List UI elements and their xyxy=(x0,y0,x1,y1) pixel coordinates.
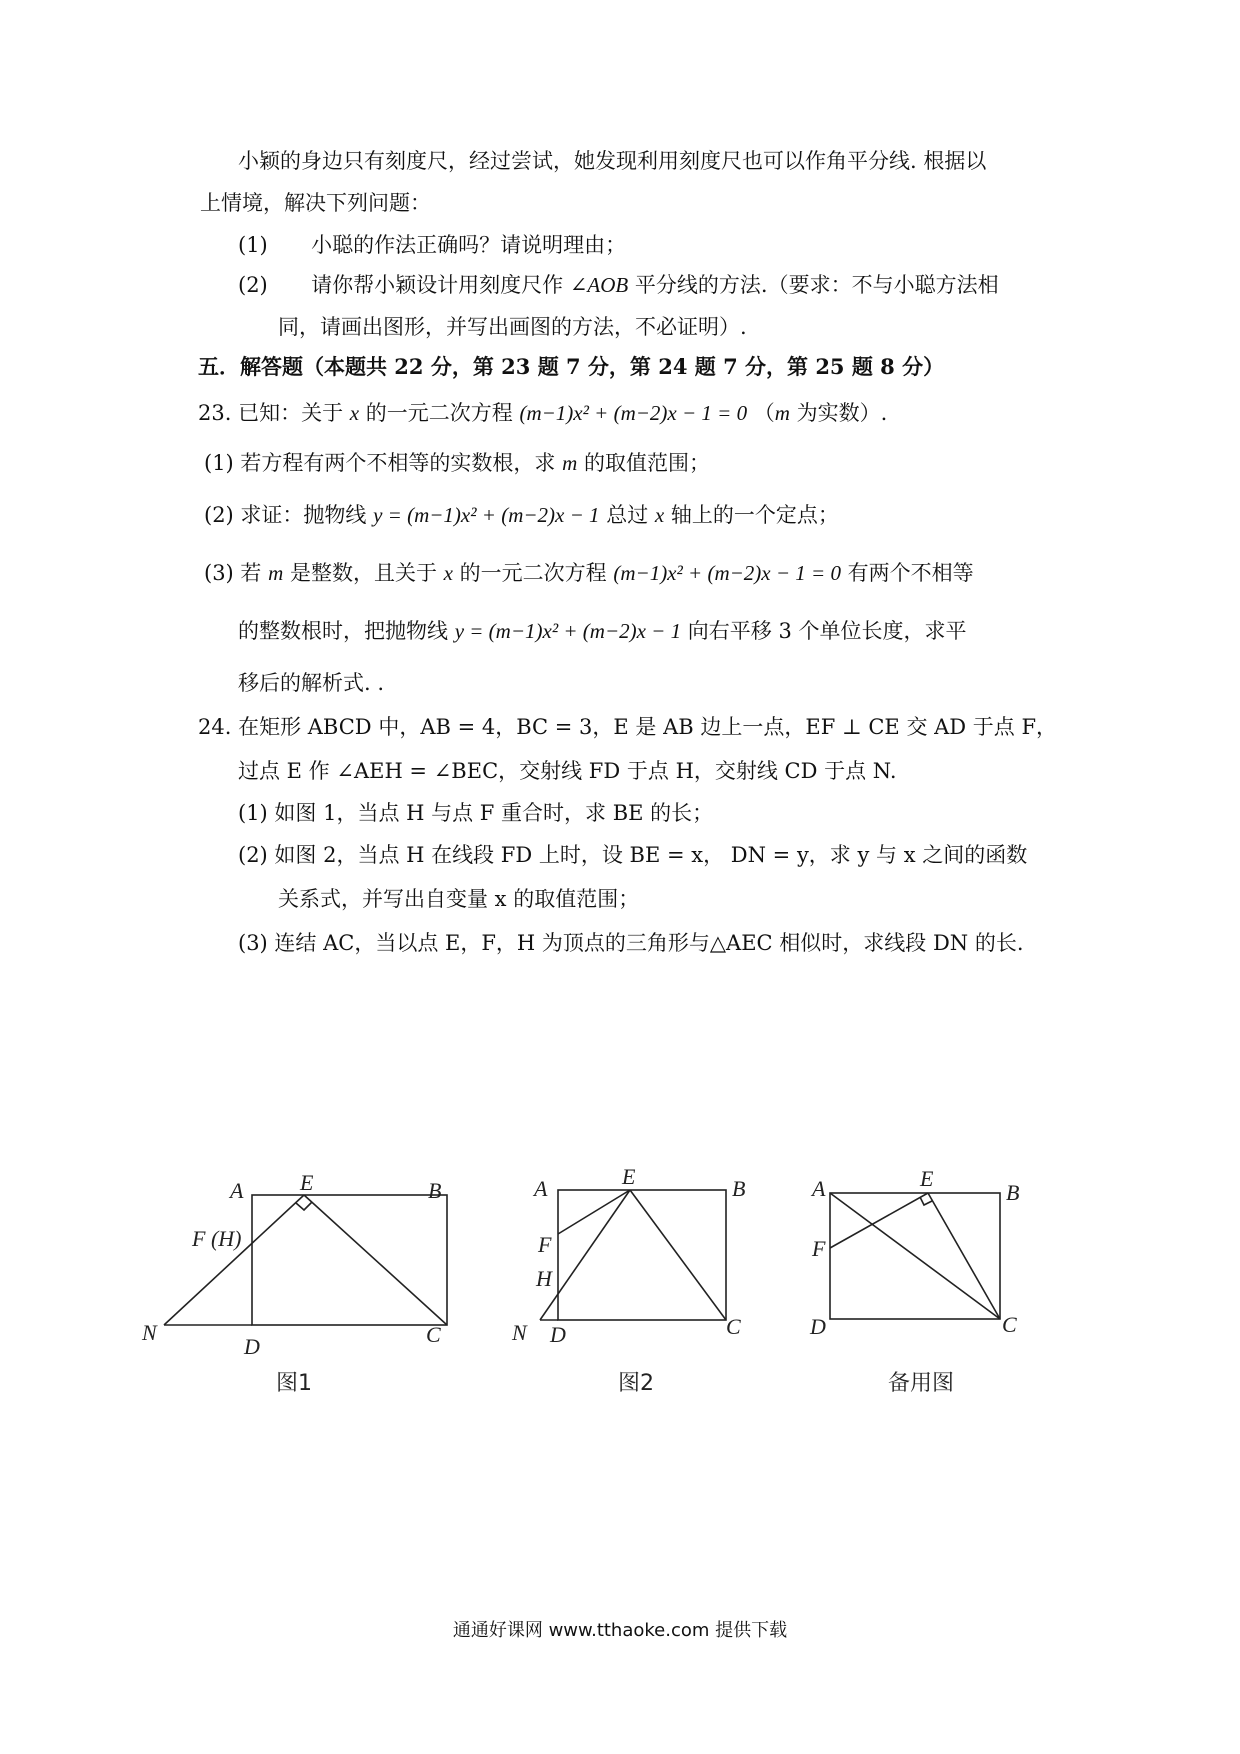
fig1-label-n: N xyxy=(142,1320,157,1345)
figure-1-labels xyxy=(141,1170,441,1359)
q23-part3-line2-b: 向右平移 3 个单位长度，求平 xyxy=(687,619,967,643)
q23-part2-x: x xyxy=(654,503,665,527)
q23-part3-x: x xyxy=(443,561,453,585)
fig3-line-ac xyxy=(830,1193,1000,1319)
q23-part2-c: 轴上的一个定点； xyxy=(670,503,839,527)
q23-part1-a: (1) 若方程有两个不相等的实数根，求 xyxy=(204,451,556,475)
fig1-label-d: D xyxy=(244,1334,260,1359)
intro-line-2: 上情境，解决下列问题： xyxy=(200,191,431,215)
q23-part3 xyxy=(204,558,974,588)
q23-equation: (m−1)x² + (m−2)x − 1 = 0 xyxy=(519,401,748,425)
figure-2-shape xyxy=(540,1190,726,1320)
figure-1-shape xyxy=(164,1195,447,1325)
q23-part3-eq: (m−1)x² + (m−2)x − 1 = 0 xyxy=(613,561,841,585)
figure-3-labels xyxy=(809,1166,1019,1339)
fig1-line-ec xyxy=(304,1195,447,1325)
q23-part3-line2 xyxy=(238,616,967,646)
q23-stem-m: m xyxy=(774,401,790,425)
q23-stem-d: 为实数）. xyxy=(796,401,888,425)
fig1-caption: 图1 xyxy=(276,1371,312,1396)
fig2-label-h: H xyxy=(536,1266,552,1291)
section5-title: 五．解答题（本题共 22 分，第 23 题 7 分，第 24 题 7 分，第 25 题 8 分） xyxy=(198,354,945,379)
q22-part1 xyxy=(238,230,626,260)
q23-stem xyxy=(198,398,887,428)
fig2-label-e: E xyxy=(622,1164,636,1189)
q23-part1-b: 的取值范围； xyxy=(583,451,710,475)
fig1-line-en xyxy=(164,1195,304,1325)
q24-part1: (1) 如图 1，当点 H 与点 F 重合时，求 BE 的长； xyxy=(238,801,714,825)
q24-part3: (3) 连结 AC，当以点 E，F，H 为顶点的三角形与△AEC 相似时，求线段 DN 的长. xyxy=(238,931,1024,955)
fig2-label-f: F xyxy=(538,1232,552,1257)
fig2-label-b: B xyxy=(732,1176,746,1201)
fig2-label-d: D xyxy=(550,1322,566,1347)
q22-part2-text-b: 平分线的方法.（要求：不与小聪方法相 xyxy=(634,273,999,297)
q22-angle: ∠AOB xyxy=(569,273,629,297)
fig3-line-ef xyxy=(830,1193,928,1248)
fig3-label-d: D xyxy=(810,1314,826,1339)
q22-part2-line2: 同，请画出图形，并写出画图的方法，不必证明）. xyxy=(278,315,747,339)
q23-part2-b: 总过 xyxy=(606,503,649,527)
q23-part3-a: (3) 若 xyxy=(204,561,262,585)
q24-part2-line2: 关系式，并写出自变量 x 的取值范围； xyxy=(278,887,640,911)
fig3-label-e: E xyxy=(920,1166,934,1191)
fig1-label-b: B xyxy=(428,1178,442,1203)
fig2-rectangle xyxy=(558,1190,726,1320)
figures-svg xyxy=(140,1140,1140,1400)
fig3-line-ec xyxy=(928,1193,1000,1319)
footer-text: 通通好课网 www.tthaoke.com 提供下载 xyxy=(452,1620,788,1641)
fig2-line-ec xyxy=(630,1190,726,1320)
q22-part2-label: (2) xyxy=(238,273,268,297)
q23-part3-d: 有两个不相等 xyxy=(847,561,974,585)
fig1-label-a: A xyxy=(230,1178,244,1203)
q23-part2-eq: y = (m−1)x² + (m−2)x − 1 xyxy=(373,503,600,527)
q22-part2-text-a: 请你帮小颖设计用刻度尺作 xyxy=(311,273,564,297)
q23-part3-line2-a: 的整数根时，把抛物线 xyxy=(238,619,448,643)
fig2-label-n: N xyxy=(512,1320,527,1345)
q23-stem-b: 的一元二次方程 xyxy=(365,401,513,425)
q23-part3-line3: 移后的解析式. . xyxy=(238,671,385,695)
fig1-rectangle xyxy=(252,1195,447,1325)
fig2-label-c: C xyxy=(726,1314,741,1339)
fig2-label-a: A xyxy=(534,1176,548,1201)
q22-part1-text: 小聪的作法正确吗？请说明理由； xyxy=(311,233,627,257)
q24-part2-line1: (2) 如图 2，当点 H 在线段 FD 上时，设 BE = x， DN = y，求 y 与 x 之间的函数 xyxy=(238,843,1028,867)
q23-stem-x: x xyxy=(349,401,360,425)
fig2-caption: 图2 xyxy=(618,1371,654,1396)
q23-part2 xyxy=(204,500,839,530)
q23-part3-b: 是整数，且关于 xyxy=(289,561,437,585)
fig2-line-ef xyxy=(558,1190,630,1234)
q23-part3-line2-eq: y = (m−1)x² + (m−2)x − 1 xyxy=(454,619,682,643)
intro-line-1: 小颖的身边只有刻度尺，经过尝试，她发现利用刻度尺也可以作角平分线. 根据以 xyxy=(238,149,987,173)
fig1-label-fh: F (H) xyxy=(192,1226,242,1251)
q22-part1-label: (1) xyxy=(238,233,268,257)
figure-3-shape xyxy=(830,1193,1000,1319)
fig2-line-en xyxy=(540,1190,630,1320)
q23-stem-a: 23. 已知：关于 xyxy=(198,401,344,425)
fig3-label-c: C xyxy=(1002,1312,1017,1337)
fig3-caption: 备用图 xyxy=(888,1371,955,1396)
fig3-label-b: B xyxy=(1006,1180,1020,1205)
q23-part2-a: (2) 求证：抛物线 xyxy=(204,503,367,527)
fig1-right-angle xyxy=(296,1202,312,1210)
q24-line2: 过点 E 作 ∠AEH = ∠BEC，交射线 FD 于点 H，交射线 CD 于点 N. xyxy=(238,759,897,783)
q23-part3-c: 的一元二次方程 xyxy=(459,561,607,585)
q23-part3-m: m xyxy=(268,561,284,585)
fig3-label-a: A xyxy=(812,1176,826,1201)
fig1-label-c: C xyxy=(426,1322,441,1347)
q23-part1-m: m xyxy=(562,451,578,475)
fig3-label-f: F xyxy=(812,1236,826,1261)
fig1-label-e: E xyxy=(300,1170,314,1195)
q23-stem-c: （ xyxy=(753,401,775,425)
q22-part2 xyxy=(238,270,999,300)
q24-line1: 24. 在矩形 ABCD 中，AB = 4，BC = 3，E 是 AB 边上一点，EF ⊥ CE 交 AD 于点 F， xyxy=(198,715,1058,739)
q23-part1 xyxy=(204,448,710,478)
